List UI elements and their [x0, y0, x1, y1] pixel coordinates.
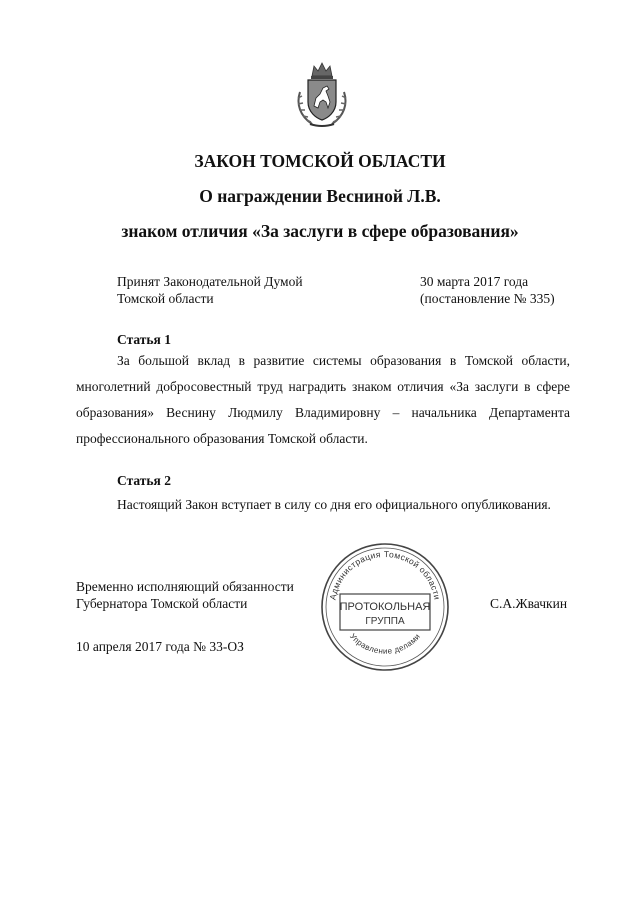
stamp-outer-text: Администрация Томской области: [327, 548, 443, 601]
article-1-text: За большой вклад в развитие системы образования в Томской области, многолетний добросовестный труд наградить знаком отличия «За заслуги в сфере образования» Веснину Людмилу Владимировну – начальника Департамента профессионального образования Томской области.: [76, 353, 570, 446]
law-title: ЗАКОН ТОМСКОЙ ОБЛАСТИ: [194, 151, 446, 171]
signatory-name: С.А.Жвачкин: [490, 596, 568, 611]
stamp-inner-line1: ПРОТОКОЛЬНАЯ: [339, 601, 431, 613]
article-1-heading: Статья 1: [117, 332, 171, 347]
law-date-number: 10 апреля 2017 года № 33-ОЗ: [76, 639, 244, 654]
law-subtitle-line1: О награждении Весниной Л.В.: [199, 186, 441, 206]
svg-text:Администрация Томской области: [328, 549, 443, 601]
adoption-date-line1: 30 марта 2017 года: [420, 274, 529, 289]
adoption-body-line1: Принят Законодательной Думой: [117, 274, 303, 289]
adoption-body: [117, 273, 303, 307]
signatory-position-line1: Временно исполняющий обязанности: [76, 579, 294, 594]
stamp-bottom-text: Управление делами: [347, 631, 423, 656]
official-stamp: [318, 540, 452, 674]
article-2-text: Настоящий Закон вступает в силу со дня его официального опубликования.: [117, 497, 551, 512]
stamp-inner-line2: ГРУППА: [365, 616, 405, 627]
svg-text:Управление делами: [348, 632, 422, 656]
adoption-body-line2: Томской области: [117, 291, 214, 306]
signatory-position: [76, 578, 294, 612]
law-subtitle-line2: знаком отличия «За заслуги в сфере образования»: [121, 221, 519, 241]
article-2-heading: Статья 2: [117, 473, 171, 488]
adoption-date: [420, 273, 555, 307]
adoption-date-line2: (постановление № 335): [420, 291, 555, 306]
signatory-position-line2: Губернатора Томской области: [76, 596, 248, 611]
coat-of-arms-icon: [290, 58, 354, 130]
